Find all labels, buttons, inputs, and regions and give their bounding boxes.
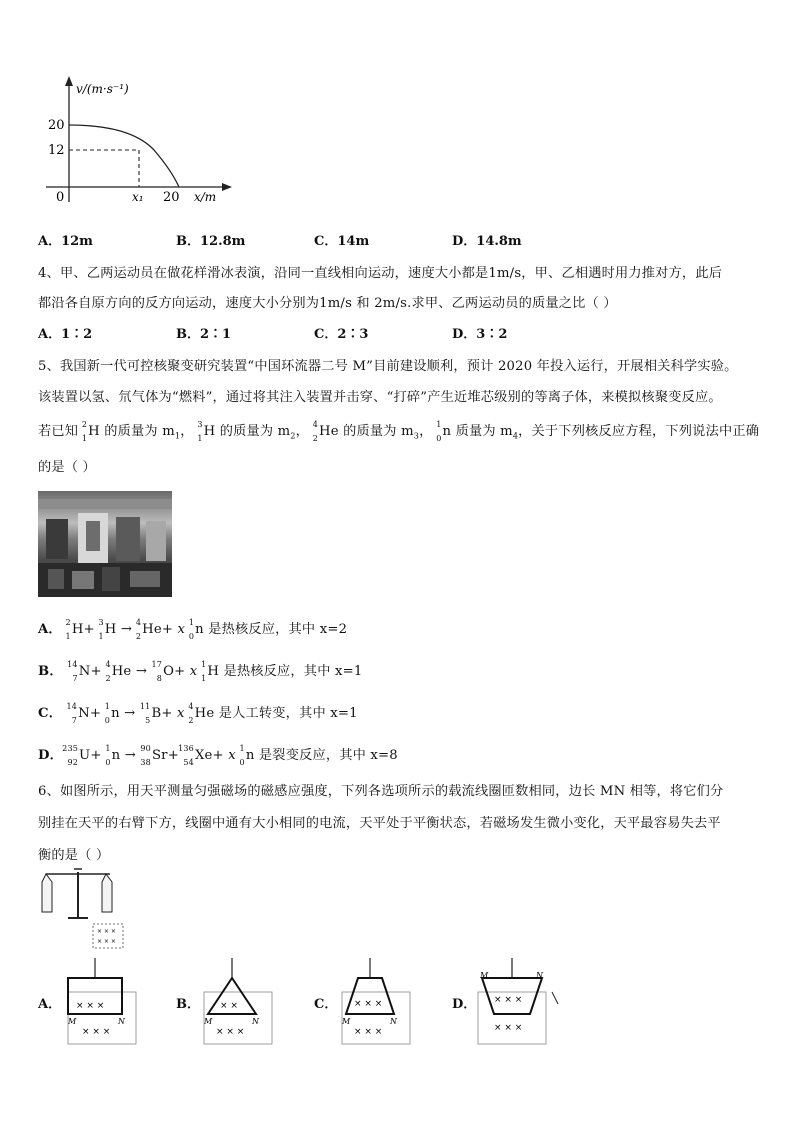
svg-text:N: N bbox=[118, 1017, 125, 1026]
svg-text:N: N bbox=[536, 971, 543, 980]
svg-text:× × ×: × × × bbox=[494, 995, 523, 1005]
q5-line3-t2: H 的质量为 m bbox=[203, 424, 291, 439]
svg-text:M: M bbox=[204, 1017, 213, 1026]
x-axis-label: x/m bbox=[194, 190, 217, 204]
q4-option-d[interactable]: D．3∶2 bbox=[452, 327, 508, 342]
tick-12-y: 12 bbox=[48, 143, 65, 158]
q5-option-a[interactable]: A． 2 1 H+ 3 1 H → 4 2 He+ x 1 0 n 是热核反应，其中 x=2 bbox=[38, 617, 348, 641]
tokamak-photo bbox=[38, 491, 172, 597]
x-axis-arrow bbox=[222, 183, 232, 191]
q5-option-b[interactable]: B． 14 7 N+ 4 2 He → 17 8 O+ x 1 1 H 是热核反应，其中 x=1 bbox=[38, 659, 363, 683]
tick-x1: x₁ bbox=[132, 190, 144, 204]
v-x-graph bbox=[36, 74, 236, 214]
q5-option-c[interactable]: C． 14 7 N+ 1 0 n → 11 5 B+ x 4 2 He 是人工转变，其中 x=1 bbox=[38, 701, 358, 725]
balance-diagram bbox=[38, 866, 128, 950]
q5-stem-line3: 若已知 2 1 H 的质量为 $m_1$， 3 1 H 的质量为 $m_2$， 4 2 He 的质量为 $m_3$， 1 0 n 质量为 $m_4$，关于下列核反应方程，下列说法中正确 bbox=[38, 419, 760, 443]
q3-option-a[interactable]: A．12m bbox=[38, 234, 93, 249]
svg-text:× × ×: × × × bbox=[97, 938, 116, 945]
coil-trapezoid-inverted[interactable] bbox=[472, 956, 562, 1048]
origin-label: 0 bbox=[56, 190, 65, 205]
q5-line3-t3: He 的质量为 m bbox=[319, 424, 414, 439]
q6-option-a-label[interactable]: A． bbox=[38, 997, 62, 1012]
q3-option-c[interactable]: C．14m bbox=[314, 234, 370, 249]
q6-stem-line1: 6、如图所示，用天平测量匀强磁场的磁感应强度，下列各选项所示的载流线圈匝数相同，边长 MN 相等，将它们分 bbox=[38, 784, 724, 799]
q4-option-a[interactable]: A．1∶2 bbox=[38, 327, 93, 342]
q6-option-d-label[interactable]: D． bbox=[452, 997, 477, 1012]
svg-text:M: M bbox=[68, 1017, 77, 1026]
svg-text:× × ×: × × × bbox=[216, 1027, 245, 1037]
svg-text:M: M bbox=[480, 971, 489, 980]
svg-text:× ×: × × bbox=[220, 1001, 238, 1011]
q5-stem-line1: 5、我国新一代可控核聚变研究装置“中国环流器二号 M”目前建设顺利，预计 2020 年投入运行，开展相关科学实验。 bbox=[38, 359, 738, 374]
q5-stem-line2: 该装置以氢、氘气体为“燃料”，通过将其注入装置并击穿、“打碎”产生近堆芯级别的等离子体，来模拟核聚变反应。 bbox=[38, 390, 722, 405]
v-x-curve bbox=[69, 125, 179, 187]
q5-line3-t1: H 的质量为 m bbox=[88, 424, 175, 439]
q5-line3-t4: n 质量为 m bbox=[442, 424, 513, 439]
q3-option-d[interactable]: D．14.8m bbox=[452, 234, 522, 249]
q5-stem-line4: 的是（ ） bbox=[38, 460, 96, 475]
q5-line3-pre: 若已知 bbox=[38, 424, 79, 439]
y-axis-label: v/(m·s⁻¹) bbox=[76, 82, 129, 96]
svg-text:× × ×: × × × bbox=[354, 1027, 383, 1037]
svg-text:× × ×: × × × bbox=[494, 1023, 523, 1033]
coil-rectangle[interactable] bbox=[62, 956, 142, 1048]
tick-20-y: 20 bbox=[48, 118, 65, 133]
q5-line3-post: ，关于下列核反应方程，下列说法中正确 bbox=[518, 424, 760, 439]
q6-stem-line3: 衡的是（ ） bbox=[38, 848, 110, 863]
coil-trapezoid-narrow-top[interactable] bbox=[338, 956, 418, 1048]
svg-text:N: N bbox=[252, 1017, 259, 1026]
tick-20-x: 20 bbox=[163, 190, 180, 205]
svg-text:N: N bbox=[390, 1017, 397, 1026]
q4-stem-line1: 4、甲、乙两运动员在做花样滑冰表演，沿同一直线相向运动，速度大小都是1m/s，甲、乙相遇时用力推对方，此后 bbox=[38, 266, 723, 281]
q4-option-b[interactable]: B．2∶1 bbox=[176, 327, 232, 342]
q6-option-c-label[interactable]: C． bbox=[314, 997, 338, 1012]
svg-text:M: M bbox=[342, 1017, 351, 1026]
q3-option-b[interactable]: B．12.8m bbox=[176, 234, 246, 249]
svg-text:× × ×: × × × bbox=[82, 1027, 111, 1037]
q6-stem-line2: 别挂在天平的右臂下方，线圈中通有大小相同的电流，天平处于平衡状态，若磁场发生微小变化，天平最容易失去平 bbox=[38, 816, 721, 831]
coil-triangle[interactable] bbox=[200, 956, 280, 1048]
y-axis-arrow bbox=[65, 76, 73, 86]
q4-option-c[interactable]: C．2∶3 bbox=[314, 327, 369, 342]
q6-option-b-label[interactable]: B． bbox=[176, 997, 200, 1012]
svg-text:× × ×: × × × bbox=[354, 999, 383, 1009]
q5-option-d[interactable]: D． 235 92 U+ 1 0 n → 90 38 Sr+ 136 54 Xe+ x 1 0 n 是裂变反应，其中 x=8 bbox=[38, 743, 398, 767]
tokamak-photo-detail bbox=[38, 491, 172, 597]
q4-stem-line2: 都沿各自原方向的反方向运动，速度大小分别为1m/s 和 2m/s.求甲、乙两运动员的质量之比（ ） bbox=[38, 296, 617, 311]
svg-text:× × ×: × × × bbox=[76, 1001, 105, 1011]
svg-text:× × ×: × × × bbox=[97, 928, 116, 935]
